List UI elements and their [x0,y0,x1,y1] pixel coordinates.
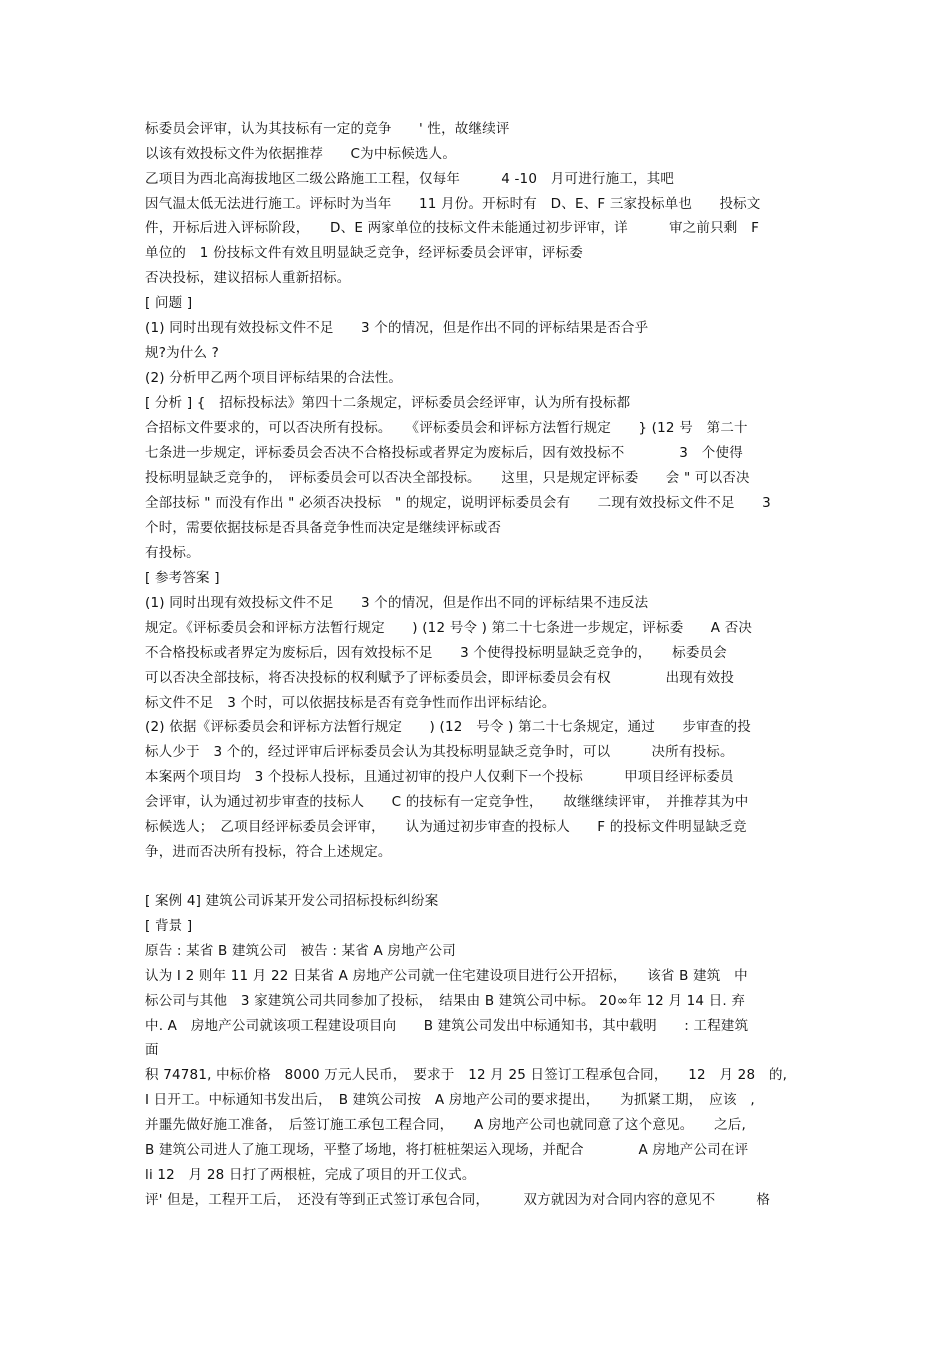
text-line: (1) 同时出现有效投标文件不足 3 个的情况，但是作出不同的评标结果是否合乎 [145,320,649,336]
text-line: 原告 : 某省 B 建筑公司 被告 : 某省 A 房地产公司 [145,943,456,959]
text-line: 标候选人； 乙项目经评标委员会评审， 认为通过初步审查的投标人 F 的投标文件明显缺乏竞 [145,819,747,835]
text-line: 标人少于 3 个的，经过评审后评标委员会认为其投标明显缺乏竞争时，可以 决所有投标。 [145,744,734,760]
text-line: 有投标。 [145,545,200,561]
text-line: 本案两个项目均 3 个投标人投标，且通过初审的投户人仅剩下一个投标 甲项目经评标委员 [145,769,734,785]
text-line: 以该有效投标文件为依据推荐 C为中标候选人。 [145,146,457,162]
text-line: 规定。《评标委员会和评标方法暂行规定 ) (12 号令 ) 第二十七条进一步规定，评标委 A 否决 [145,620,753,636]
text-line: 因气温太低无法进行施工。评标时为当年 11 月份。开标时有 D、E、F 三家投标单也 投标文 [145,196,761,212]
text-line: 单位的 1 份技标文件有效且明显缺乏竞争，经评标委员会评审，评标委 [145,245,583,261]
text-line: 并噩先做好施工准备， 后签订施工承包工程合同， A 房地产公司也就同意了这个意见。 之后, [145,1117,746,1133]
text-line: 件，开标后进入评标阶段， D、E 两家单位的技标文件未能通过初步评审，详 审之前只剩 F [145,220,760,236]
text-line: 可以否决全部技标，将否决投标的权利赋予了评标委员会，即评标委员会有权 出现有效投 [145,670,735,686]
text-line: 标文件不足 3 个时，可以依据技标是否有竞争性而作出评标结论。 [145,695,556,711]
text-line: 争，进而否决所有投标，符合上述规定。 [145,844,392,860]
case-heading: [ 案例 4] 建筑公司诉某开发公司招标投标纠纷案 [145,893,439,909]
text-line: 规?为什么 ? [145,345,220,361]
text-line: 认为 I 2 则年 11 月 22 日某省 A 房地产公司就一住宅建设项目进行公开招标， 该省 B 建筑 中 [145,968,748,984]
text-line: 评' 但是，工程开工后， 还没有等到正式签订承包合同， 双方就因为对合同内容的意见不 格 [145,1192,771,1208]
text-line: B 建筑公司进人了施工现场，平整了场地，将打桩桩架运入现场，并配合 A 房地产公司在评 [145,1142,749,1158]
text-line: 会评审，认为通过初步审查的技标人 C 的技标有一定竞争性， 故继继续评审， 并推荐其为中 [145,794,749,810]
text-line: 中. A 房地产公司就该项工程建设项目向 B 建筑公司发出中标通知书，其中载明 : 工程建筑 [145,1018,749,1034]
text-line: (1) 同时出现有效投标文件不足 3 个的情况，但是作出不同的评标结果不违反法 [145,595,649,611]
text-line: 个时，需要依据技标是否具备竞争性而决定是继续评标或否 [145,520,502,536]
text-line: 标公司与其他 3 家建筑公司共同参加了投标， 结果由 B 建筑公司中标。 20∞年 12 月 14 日. 弃 [145,993,746,1009]
text-line: (2) 依据《评标委员会和评标方法暂行规定 ) (12 号令 ) 第二十七条规定，通过 步审查的投 [145,719,751,735]
text-line: 不合格投标或者界定为废标后，因有效投标不足 3 个使得投标明显缺乏竞争的， 标委员会 [145,645,727,661]
text-line: 投标明显缺乏竞争的， 评标委员会可以否决全部投标。 这里，只是规定评标委 会 " 可以否决 [145,470,750,486]
text-line: 标委员会评审，认为其技标有一定的竞争 ' 性，故继续评 [145,121,510,137]
text-line: 合招标文件要求的，可以否决所有投标。 《评标委员会和评标方法暂行规定 } (12 号 第二十 [145,420,748,436]
text-line: (2) 分析甲乙两个项目评标结果的合法性。 [145,370,403,386]
section-heading: [ 问题 ] [145,295,193,311]
text-line: 乙项目为西北高海拔地区二级公路施工工程，仅每年 4 -10 月可进行施工，其吧 [145,171,675,187]
text-line: 否决投标，建议招标人重新招标。 [145,270,351,286]
text-line: 积 74781, 中标价格 8000 万元人民币， 要求于 12 月 25 日签订工程承包合同， 12 月 28 的, [145,1067,788,1083]
section-heading: [ 背景 ] [145,918,193,934]
text-line: 七条进一步规定，评标委员会否决不合格投标或者界定为废标后，因有效投标不 3 个使得 [145,445,743,461]
text-line: li 12 月 28 日打了两根桩，完成了项目的开工仪式。 [145,1167,476,1183]
text-line: [ 分析 ] { 招标投标法》第四十二条规定，评标委员会经评审，认为所有投标都 [145,395,631,411]
text-line: 面 [145,1042,159,1058]
text-line: I 日开工。中标通知书发出后， B 建筑公司按 A 房地产公司的要求提出， 为抓紧工期， 应该 , [145,1092,755,1108]
text-line: 全部技标 " 而没有作出 " 必须否决投标 " 的规定，说明评标委员会有 二现有效投标文件不足 3 [145,495,771,511]
section-heading: [ 参考答案 ] [145,570,220,586]
